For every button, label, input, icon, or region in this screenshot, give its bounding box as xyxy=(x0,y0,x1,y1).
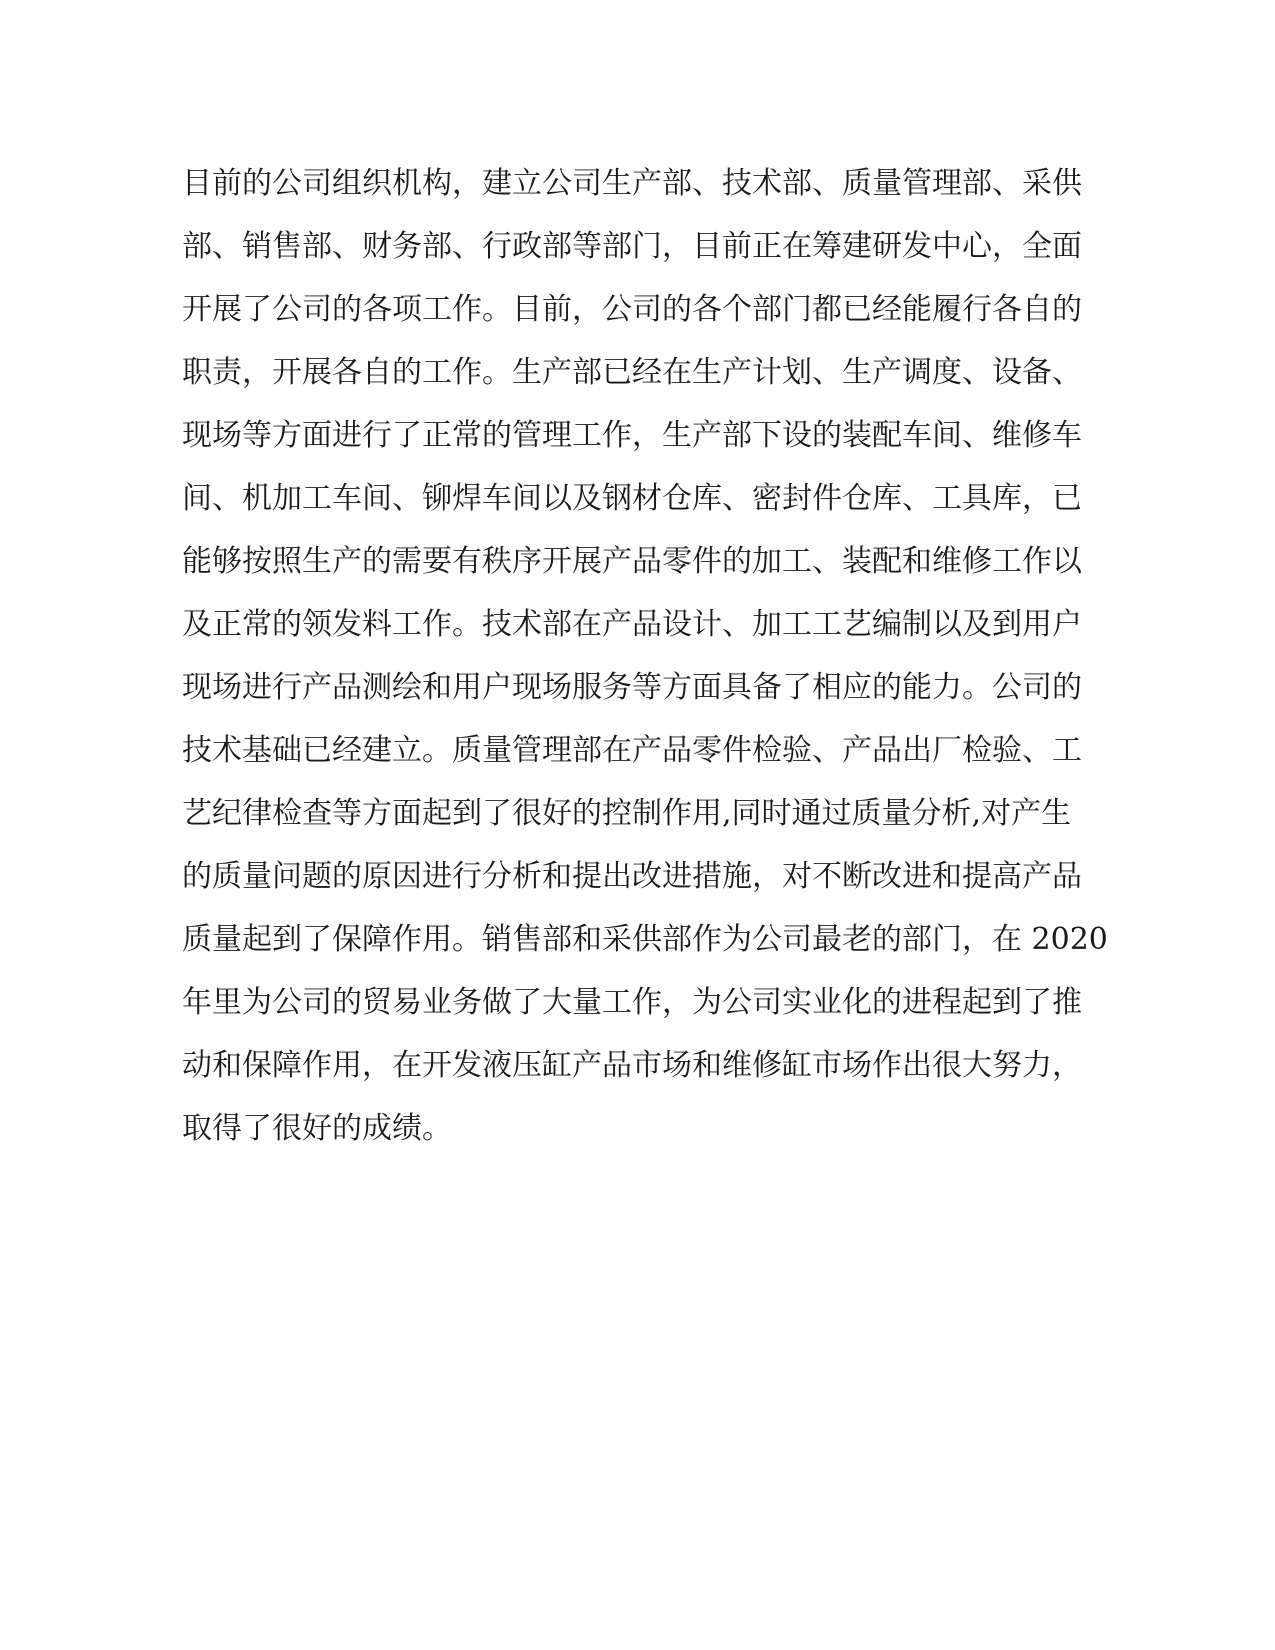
paragraph-line: 技术基础已经建立。质量管理部在产品零件检验、产品出厂检验、工 xyxy=(182,733,1082,768)
paragraph-line: 间、机加工车间、铆焊车间以及钢材仓库、密封件仓库、工具库，已 xyxy=(182,481,1082,516)
paragraph-line: 年里为公司的贸易业务做了大量工作，为公司实业化的进程起到了推 xyxy=(182,985,1082,1020)
paragraph-line: 的质量问题的原因进行分析和提出改进措施，对不断改进和提高产品 xyxy=(182,859,1082,894)
paragraph-line: 及正常的领发料工作。技术部在产品设计、加工工艺编制以及到用户 xyxy=(182,607,1082,642)
paragraph-line: 取得了很好的成绩。 xyxy=(182,1111,452,1146)
paragraph-line: 能够按照生产的需要有秩序开展产品零件的加工、装配和维修工作以 xyxy=(182,544,1082,579)
paragraph-line: 现场进行产品测绘和用户现场服务等方面具备了相应的能力。公司的 xyxy=(182,670,1082,705)
paragraph-line: 艺纪律检查等方面起到了很好的控制作用,同时通过质量分析,对产生 xyxy=(182,796,1072,831)
paragraph-line: 部、销售部、财务部、行政部等部门，目前正在筹建研发中心，全面 xyxy=(182,229,1082,264)
paragraph-line: 目前的公司组织机构，建立公司生产部、技术部、质量管理部、采供 xyxy=(182,166,1082,201)
paragraph-line: 现场等方面进行了正常的管理工作，生产部下设的装配车间、维修车 xyxy=(182,418,1082,453)
body-paragraph xyxy=(182,158,1108,1166)
paragraph-line: 质量起到了保障作用。销售部和采供部作为公司最老的部门，在 2020 xyxy=(182,922,1108,957)
paragraph-line: 动和保障作用，在开发液压缸产品市场和维修缸市场作出很大努力， xyxy=(182,1048,1082,1083)
paragraph-line: 开展了公司的各项工作。目前，公司的各个部门都已经能履行各自的 xyxy=(182,292,1082,327)
paragraph-line: 职责，开展各自的工作。生产部已经在生产计划、生产调度、设备、 xyxy=(182,355,1082,390)
